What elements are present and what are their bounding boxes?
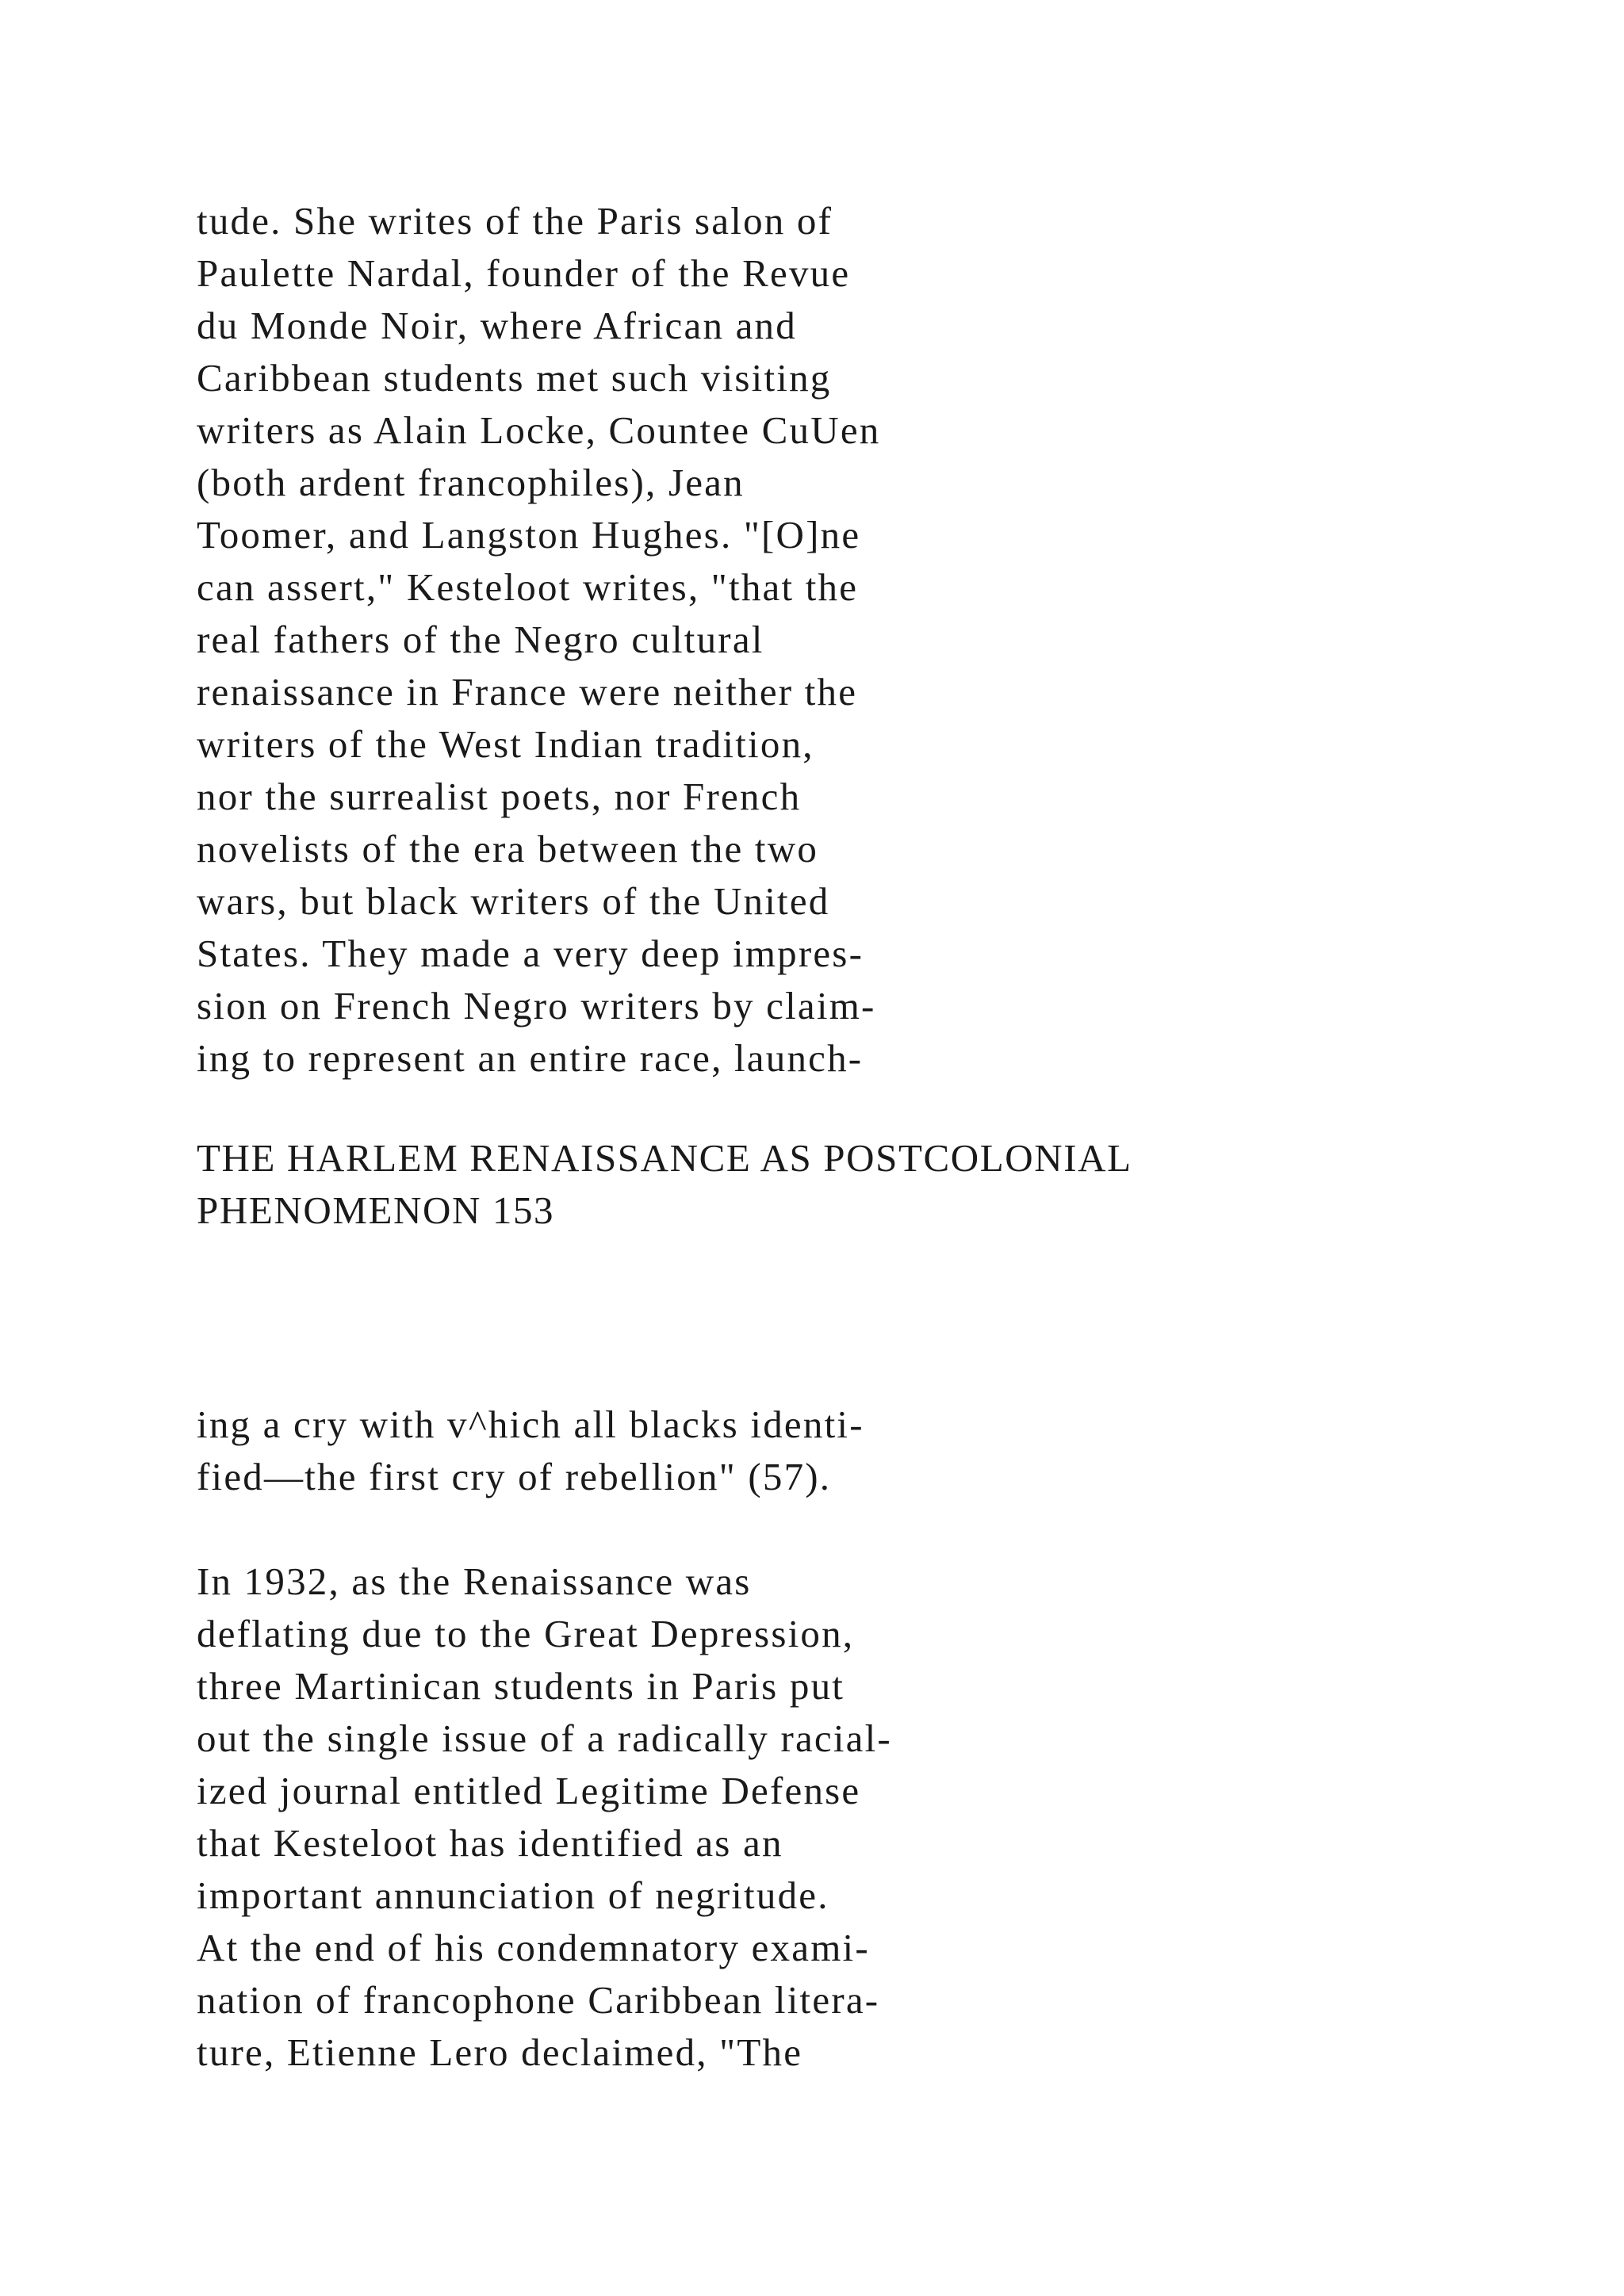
- text-line: novelists of the era between the two: [197, 827, 819, 871]
- text-line: renaissance in France were neither the: [197, 670, 858, 714]
- text-line: fied—the first cry of rebellion" (57).: [197, 1455, 832, 1498]
- text-line: that Kesteloot has identified as an: [197, 1821, 783, 1865]
- text-line: important annunciation of negritude.: [197, 1873, 829, 1917]
- text-line: At the end of his condemnatory exami-: [197, 1926, 870, 1969]
- body-paragraph: [197, 195, 1497, 1085]
- text-line: tude. She writes of the Paris salon of: [197, 199, 833, 243]
- text-line: sion on French Negro writers by claim-: [197, 984, 876, 1027]
- text-line: wars, but black writers of the United: [197, 879, 830, 923]
- text-line: Paulette Nardal, founder of the Revue: [197, 251, 851, 295]
- text-line: ture, Etienne Lero declaimed, "The: [197, 2030, 803, 2074]
- text-line: real fathers of the Negro cultural: [197, 618, 764, 661]
- running-header-line: PHENOMENON 153: [197, 1188, 555, 1232]
- text-line: Caribbean students met such visiting: [197, 356, 832, 400]
- text-line: out the single issue of a radically racial-: [197, 1716, 892, 1760]
- text-line: ing to represent an entire race, launch-: [197, 1036, 864, 1080]
- text-line: States. They made a very deep impres-: [197, 932, 864, 975]
- text-line: ing a cry with v^hich all blacks identi-: [197, 1402, 864, 1446]
- body-paragraph: [197, 1556, 1497, 2079]
- text-line: can assert," Kesteloot writes, "that the: [197, 565, 859, 609]
- running-header-line: THE HARLEM RENAISSANCE AS POSTCOLONIAL: [197, 1136, 1132, 1180]
- text-line: ized journal entitled Legitime Defense: [197, 1769, 861, 1812]
- text-line: Toomer, and Langston Hughes. "[O]ne: [197, 513, 861, 557]
- text-line: In 1932, as the Renaissance was: [197, 1559, 752, 1603]
- text-line: nation of francophone Caribbean litera-: [197, 1978, 880, 2022]
- text-line: writers of the West Indian tradition,: [197, 722, 814, 766]
- text-line: writers as Alain Locke, Countee CuUen: [197, 408, 881, 452]
- text-line: deflating due to the Great Depression,: [197, 1612, 855, 1655]
- body-paragraph: [197, 1399, 1497, 1503]
- running-header: [197, 1132, 1497, 1237]
- text-line: three Martinican students in Paris put: [197, 1664, 845, 1708]
- text-line: nor the surrealist poets, nor French: [197, 775, 802, 818]
- text-line: du Monde Noir, where African and: [197, 304, 797, 347]
- text-line: (both ardent francophiles), Jean: [197, 461, 745, 504]
